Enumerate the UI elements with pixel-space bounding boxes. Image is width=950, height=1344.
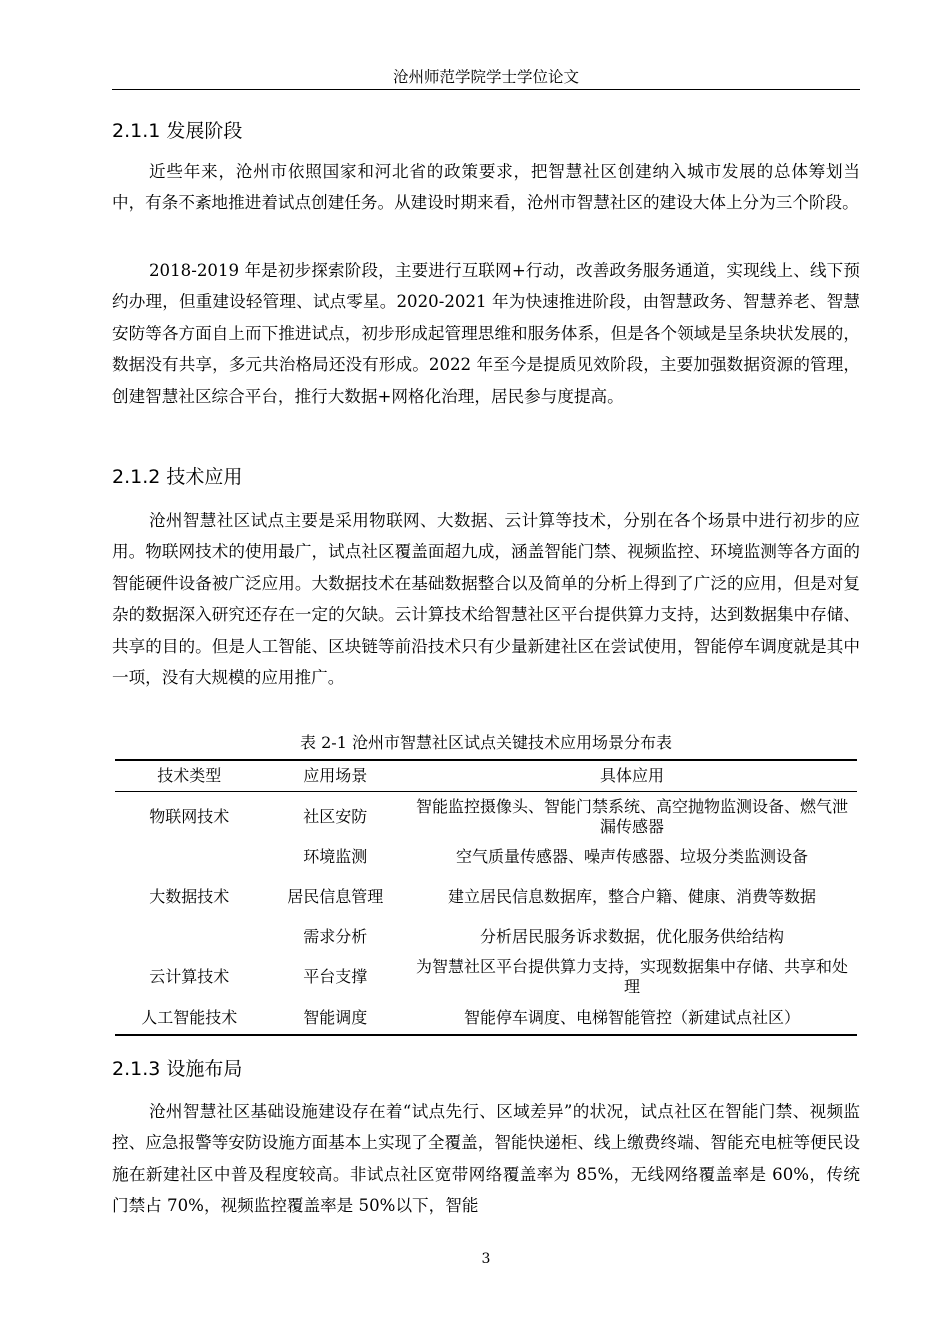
table-caption: 表 2-1 沧州市智慧社区试点关键技术应用场景分布表 xyxy=(300,733,672,752)
cell-application: 建立居民信息数据库，整合户籍、健康、消费等数据 xyxy=(448,887,817,906)
cell-application: 智能监控摄像头、智能门禁系统、高空抛物监测设备、燃气泄漏传感器 xyxy=(416,797,849,836)
cell-tech: 云计算技术 xyxy=(149,967,230,986)
paragraph: 近些年来，沧州市依照国家和河北省的政策要求，把智慧社区创建纳入城市发展的总体筹划当中，有条不紊地推进着试点创建任务。从建设时期来看，沧州市智慧社区的建设大体上分为三个阶段。 xyxy=(112,162,860,213)
cell-application: 空气质量传感器、噪声传感器、垃圾分类监测设备 xyxy=(456,847,809,866)
cell-tech xyxy=(115,922,263,952)
cell-scene: 居民信息管理 xyxy=(287,887,384,906)
header-rule xyxy=(112,89,860,90)
column-header-scene: 应用场景 xyxy=(263,760,407,792)
column-header-tech-type: 技术类型 xyxy=(115,760,263,792)
cell-tech: 大数据技术 xyxy=(149,887,230,906)
tech-application-table xyxy=(115,759,857,1036)
running-header: 沧州师范学院学士学位论文 xyxy=(392,68,579,86)
paragraph: 2018-2019 年是初步探索阶段，主要进行互联网+行动，改善政务服务通道，实现线上、线下预约办理，但重建设轻管理、试点零星。2020-2021 年为快速推进阶段，由智慧政务、智慧养老、智慧安防等各方面自上而下推进试点，初步形成起管理思维和服务体系，但是各个领域是呈条块状发展的，数据没有共享，多元共治格局还没有形成。2022 年至今是提质见效阶段，主要加强数据资源的管理，创建智慧社区综合平台，推行大数据+网格化治理，居民参与度提高。 xyxy=(112,261,860,406)
section-heading-2-1-2: 2.1.2 技术应用 xyxy=(112,466,243,488)
cell-application: 智能停车调度、电梯智能管控（新建试点社区） xyxy=(407,1002,857,1035)
cell-scene: 社区安防 xyxy=(303,807,368,826)
table-row xyxy=(115,1002,857,1035)
cell-scene: 平台支撑 xyxy=(303,967,368,986)
cell-tech xyxy=(115,842,263,872)
table-row xyxy=(115,792,857,843)
table-header-row xyxy=(115,760,857,792)
section-heading-2-1-3: 2.1.3 设施布局 xyxy=(112,1058,243,1080)
page-number: 3 xyxy=(481,1251,491,1267)
table-row xyxy=(115,872,857,922)
paragraph: 沧州智慧社区试点主要是采用物联网、大数据、云计算等技术，分别在各个场景中进行初步的应用。物联网技术的使用最广，试点社区覆盖面超九成，涵盖智能门禁、视频监控、环境监测等各方面的智能硬件设备被广泛应用。大数据技术在基础数据整合以及简单的分析上得到了广泛的应用，但是对复杂的数据深入研究还存在一定的欠缺。云计算技术给智慧社区平台提供算力支持，达到数据集中存储、共享的目的。但是人工智能、区块链等前沿技术只有少量新建社区在尝试使用，智能停车调度就是其中一项，没有大规模的应用推广。 xyxy=(112,511,860,688)
cell-tech: 人工智能技术 xyxy=(115,1002,263,1035)
cell-application: 分析居民服务诉求数据，优化服务供给结构 xyxy=(480,927,785,946)
paragraph: 沧州智慧社区基础设施建设存在着“试点先行、区域差异”的状况，试点社区在智能门禁、视频监控、应急报警等安防设施方面基本上实现了全覆盖，智能快递柜、线上缴费终端、智能充电桩等便民设施在新建社区中普及程度较高。非试点社区宽带网络覆盖率为 85%，无线网络覆盖率是 60%，传统门禁占 70%，视频监控覆盖率是 50%以下，智能 xyxy=(112,1102,860,1216)
cell-tech: 物联网技术 xyxy=(149,807,230,826)
table-row xyxy=(115,842,857,872)
cell-application: 为智慧社区平台提供算力支持，实现数据集中存储、共享和处理 xyxy=(416,957,849,996)
cell-scene: 需求分析 xyxy=(303,927,368,946)
cell-scene: 环境监测 xyxy=(303,847,368,866)
section-heading-2-1-1: 2.1.1 发展阶段 xyxy=(112,120,243,142)
column-header-application: 具体应用 xyxy=(407,760,857,792)
cell-scene: 智能调度 xyxy=(263,1002,407,1035)
table-row xyxy=(115,952,857,1002)
table-row xyxy=(115,922,857,952)
